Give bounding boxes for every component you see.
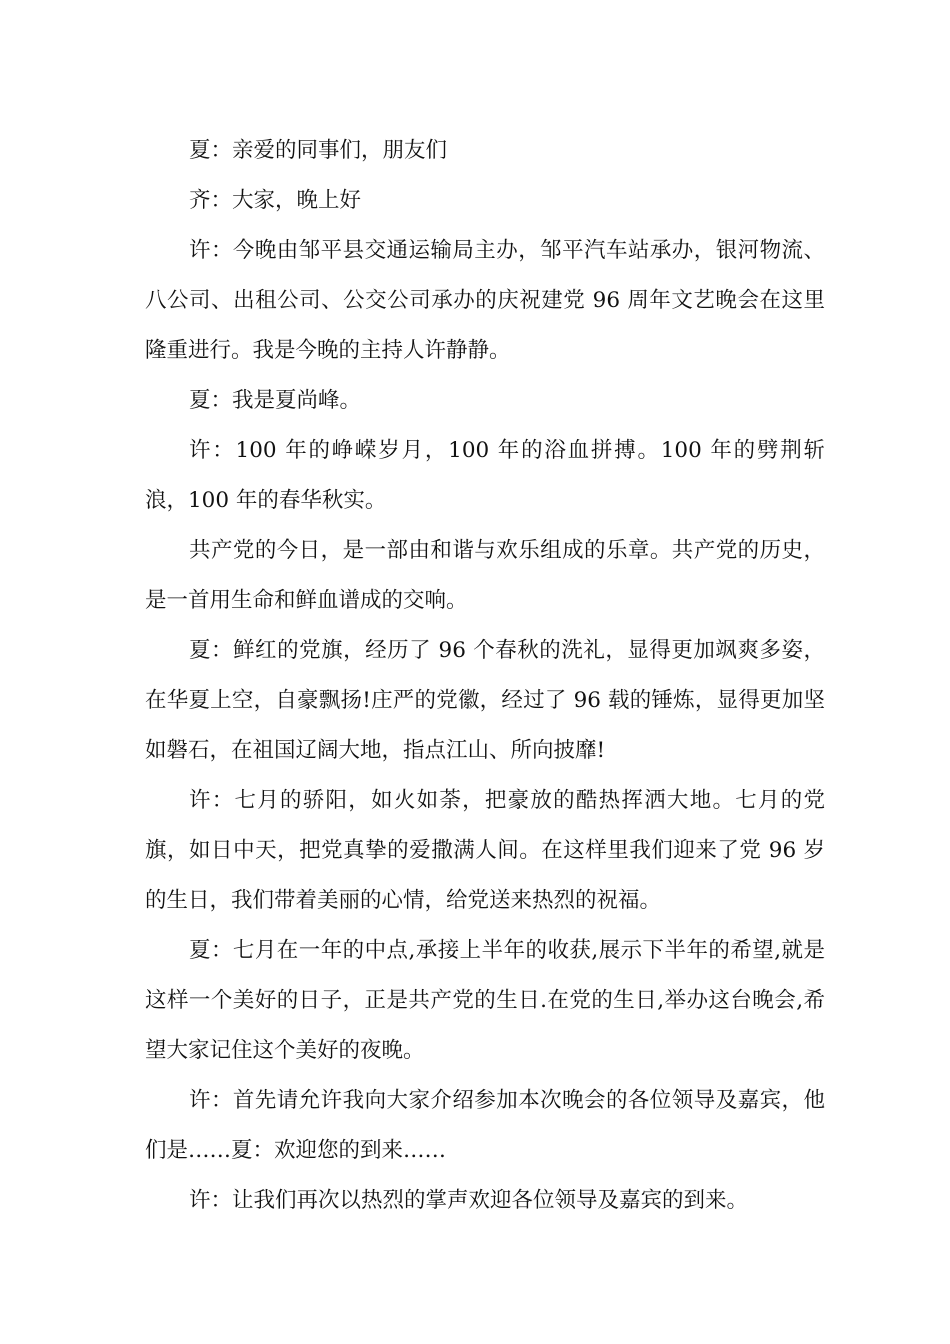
paragraph-greeting-together: 齐：大家，晚上好 bbox=[189, 188, 362, 213]
paragraph-greeting-xia: 夏：亲爱的同事们，朋友们 bbox=[189, 138, 448, 163]
paragraph-party-today: 共产党的今日，是一部由和谐与欢乐组成的乐章。共产党的历史，是一首用生命和鲜血谱成的交响。 bbox=[145, 538, 825, 613]
paragraph-july-sun: 许：七月的骄阳，如火如荼，把豪放的酷热挥洒大地。七月的党旗，如日中天，把党真挚的爱撒满人间。在这样里我们迎来了党 96 岁的生日，我们带着美丽的心情，给党送来热烈的祝福。 bbox=[145, 788, 825, 913]
paragraph-intro-xia: 夏：我是夏尚峰。 bbox=[189, 388, 362, 413]
paragraph-guest-intro: 许：首先请允许我向大家介绍参加本次晚会的各位领导及嘉宾，他们是……夏：欢迎您的到来…… bbox=[145, 1088, 825, 1163]
paragraph-hundred-years: 许：100 年的峥嵘岁月，100 年的浴血拼搏。100 年的劈荆斩浪，100 年的春华秋实。 bbox=[145, 438, 825, 513]
paragraph-applause: 许：让我们再次以热烈的掌声欢迎各位领导及嘉宾的到来。 bbox=[189, 1188, 749, 1213]
paragraph-intro-xu: 许：今晚由邹平县交通运输局主办，邹平汽车站承办，银河物流、八公司、出租公司、公交公司承办的庆祝建党 96 周年文艺晚会在这里隆重进行。我是今晚的主持人许静静。 bbox=[145, 238, 825, 363]
paragraph-july-midpoint: 夏：七月在一年的中点,承接上半年的收获,展示下半年的希望,就是这样一个美好的日子，正是共产党的生日.在党的生日,举办这台晚会,希望大家记住这个美好的夜晚。 bbox=[145, 938, 825, 1063]
paragraph-party-flag: 夏：鲜红的党旗，经历了 96 个春秋的洗礼，显得更加飒爽多姿，在华夏上空，自豪飘扬!庄严的党徽，经过了 96 载的锤炼，显得更加坚如磐石，在祖国辽阔大地，指点江山、所向披靡! bbox=[145, 638, 825, 763]
document-body bbox=[145, 126, 825, 1226]
